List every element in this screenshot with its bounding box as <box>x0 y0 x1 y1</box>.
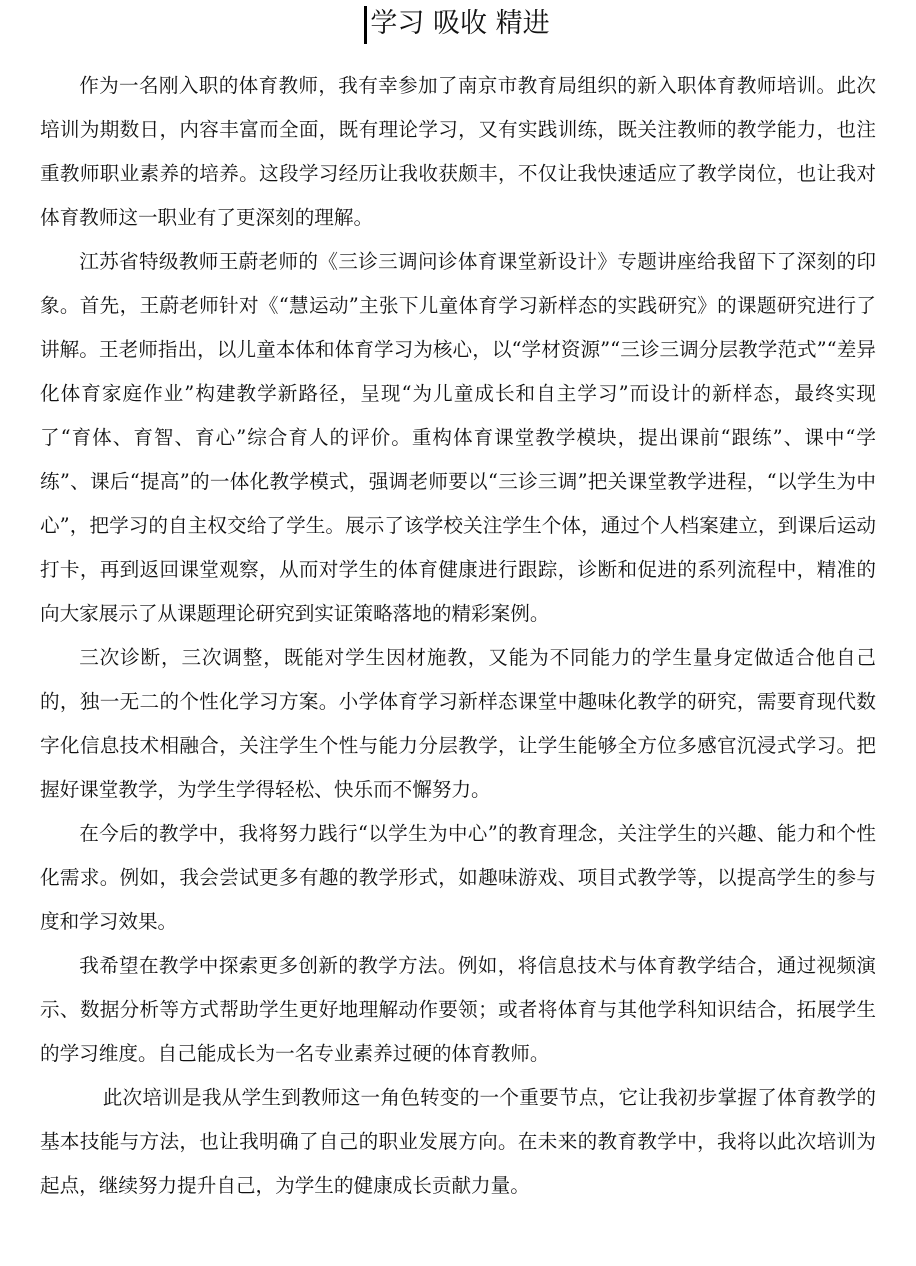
paragraph-innovation: 我希望在教学中探索更多创新的教学方法。例如，将信息技术与体育教学结合，通过视频演示、数据分析等方式帮助学生更好地理解动作要领；或者将体育与其他学科知识结合，拓展学生的学习维度。自己能成长为一名专业素养过硬的体育教师。 <box>40 954 876 1065</box>
paragraph-lecture: 江苏省特级教师王蔚老师的《三诊三调问诊体育课堂新设计》专题讲座给我留下了深刻的印象。首先，王蔚老师针对《“慧运动”主张下儿童体育学习新样态的实践研究》的课题研究进行了讲解。王老师指出，以儿童本体和体育学习为核心，以“学材资源”“三诊三调分层教学范式”“差异化体育家庭作业”构建教学新路径，呈现“为儿童成长和自主学习”而设计的新样态，最终实现了“育体、育智、育心”综合育人的评价。重构体育课堂教学模块，提出课前“跟练”、课中“学练”、课后“提高”的一体化教学模式，强调老师要以“三诊三调”把关课堂教学进程，“以学生为中心”，把学习的自主权交给了学生。展示了该学校关注学生个体，通过个人档案建立，到课后运动打卡，再到返回课堂观察，从而对学生的体育健康进行跟踪，诊断和促进的系列流程中，精准的向大家展示了从课题理论研究到实证策略落地的精彩案例。 <box>40 250 876 625</box>
title-area <box>0 4 916 48</box>
paragraph-intro: 作为一名刚入职的体育教师，我有幸参加了南京市教育局组织的新入职体育教师培训。此次培训为期数日，内容丰富而全面，既有理论学习，又有实践训练，既关注教师的教学能力，也注重教师职业素养的培养。这段学习经历让我收获颇丰，不仅让我快速适应了教学岗位，也让我对体育教师这一职业有了更深刻的理解。 <box>40 74 876 229</box>
text-cursor <box>364 6 367 44</box>
paragraph-future-teaching: 在今后的教学中，我将努力践行“以学生为中心”的教育理念，关注学生的兴趣、能力和个性化需求。例如，我会尝试更多有趣的教学形式，如趣味游戏、项目式教学等，以提高学生的参与度和学习效果。 <box>40 822 876 933</box>
document-title-text: 学习 吸收 精进 <box>370 8 550 39</box>
paragraph-diagnosis: 三次诊断，三次调整，既能对学生因材施教，又能为不同能力的学生量身定做适合他自己的，独一无二的个性化学习方案。小学体育学习新样态课堂中趣味化教学的研究，需要育现代数字化信息技术相融合，关注学生个性与能力分层教学，让学生能够全方位多感官沉浸式学习。把握好课堂教学，为学生学得轻松、快乐而不懈努力。 <box>40 646 876 801</box>
document-body <box>40 64 876 1208</box>
document-title[interactable] <box>366 4 549 44</box>
paragraph-conclusion: 此次培训是我从学生到教师这一角色转变的一个重要节点，它让我初步掌握了体育教学的基本技能与方法，也让我明确了自己的职业发展方向。在未来的教育教学中，我将以此次培训为起点，继续努力提升自己，为学生的健康成长贡献力量。 <box>40 1086 876 1197</box>
